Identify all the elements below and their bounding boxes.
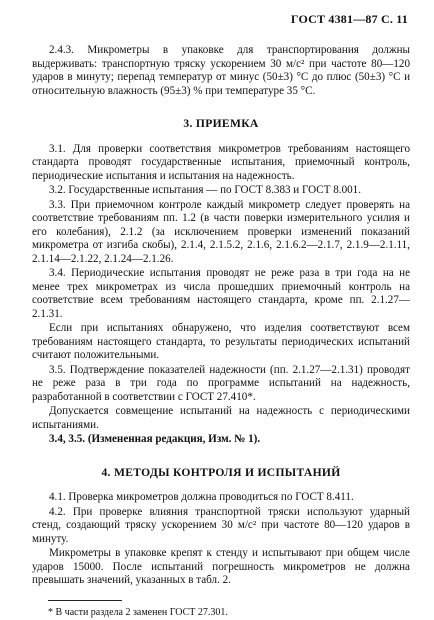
paragraph-3-1: 3.1. Для проверки соответствия микрометров требованиям настоящего стандарта проводят государственные испытания, приемочный контроль, периодические испытания и испытания на надежность. [32,142,410,182]
paragraph-3-3: 3.3. При приемочном контроле каждый микрометр следует проверять на соответствие требованиям пп. 1.2 (в части поверки измерительного усилия и его колебания), 2.1.2 (за исключением проверки изменений показаний микрометра от изгиба скобы), 2.1.4, 2.1.5.2, 2.1.6, 2.1.6.2—2.1.7, 2.1.9—2.1.11, 2.1.14—2.1.22, 2.1.24—2.1.26. [32,198,410,265]
paragraph-2-4-3: 2.4.3. Микрометры в упаковке для транспортирования должны выдерживать: транспортную тряску ускорением 30 м/с² при частоте 80—120 ударов в минуту; перепад температур от минус (50±3) °С до плюс (50±3) °С и относительную влажность (95±3) % при температуре 35 °С. [32,44,410,97]
paragraph-4-1: 4.1. Проверка микрометров должна проводиться по ГОСТ 8.411. [49,491,354,503]
page-header: ГОСТ 4381—87 С. 11 [290,12,408,26]
section-4-title: 4. МЕТОДЫ КОНТРОЛЯ И ИСПЫТАНИЙ [101,465,341,479]
amendment-note: 3.4, 3.5. (Измененная редакция, Изм. № 1). [49,433,261,445]
paragraph-3-5-cont: Допускается совмещение испытаний на надежность с периодическими испытаниями. [32,405,410,431]
paragraph-3-4: 3.4. Периодические испытания проводят не реже раза в три года на не менее трех микрометрах из числа прошедших приемочный контроль на соответствие всем требованиям настоящего стандарта, кроме пп. 2.1.27—2.1.31. [32,267,410,320]
footnote-divider [48,600,122,601]
paragraph-4-2-cont: Микрометры в упаковке крепят к стенду и испытывают при общем числе ударов 15000. После испытаний погрешность микрометров не должна превышать значений, указанных в табл. 2. [32,547,410,586]
paragraph-4-2: 4.2. При проверке влияния транспортной тряски используют ударный стенд, создающий тряску ускорением 30 м/с² при частоте 80—120 ударов в минуту. [32,505,410,545]
paragraph-3-5: 3.5. Подтверждение показателей надежности (пп. 2.1.27—2.1.31) проводят не реже раза в три года по программе испытаний на надежность, разработанной в соответствии с ГОСТ 27.410*. [32,363,410,403]
footnote: * В части раздела 2 заменен ГОСТ 27.301. [48,606,228,618]
document-body [32,44,410,619]
paragraph-3-2: 3.2. Государственные испытания — по ГОСТ 8.383 и ГОСТ 8.001. [49,184,361,196]
section-3-title: 3. ПРИЕМКА [183,117,259,130]
paragraph-3-4-cont: Если при испытаниях обнаружено, что изделия соответствуют всем требованиям настоящего стандарта, то результаты периодических испытаний считают положительными. [32,322,410,361]
